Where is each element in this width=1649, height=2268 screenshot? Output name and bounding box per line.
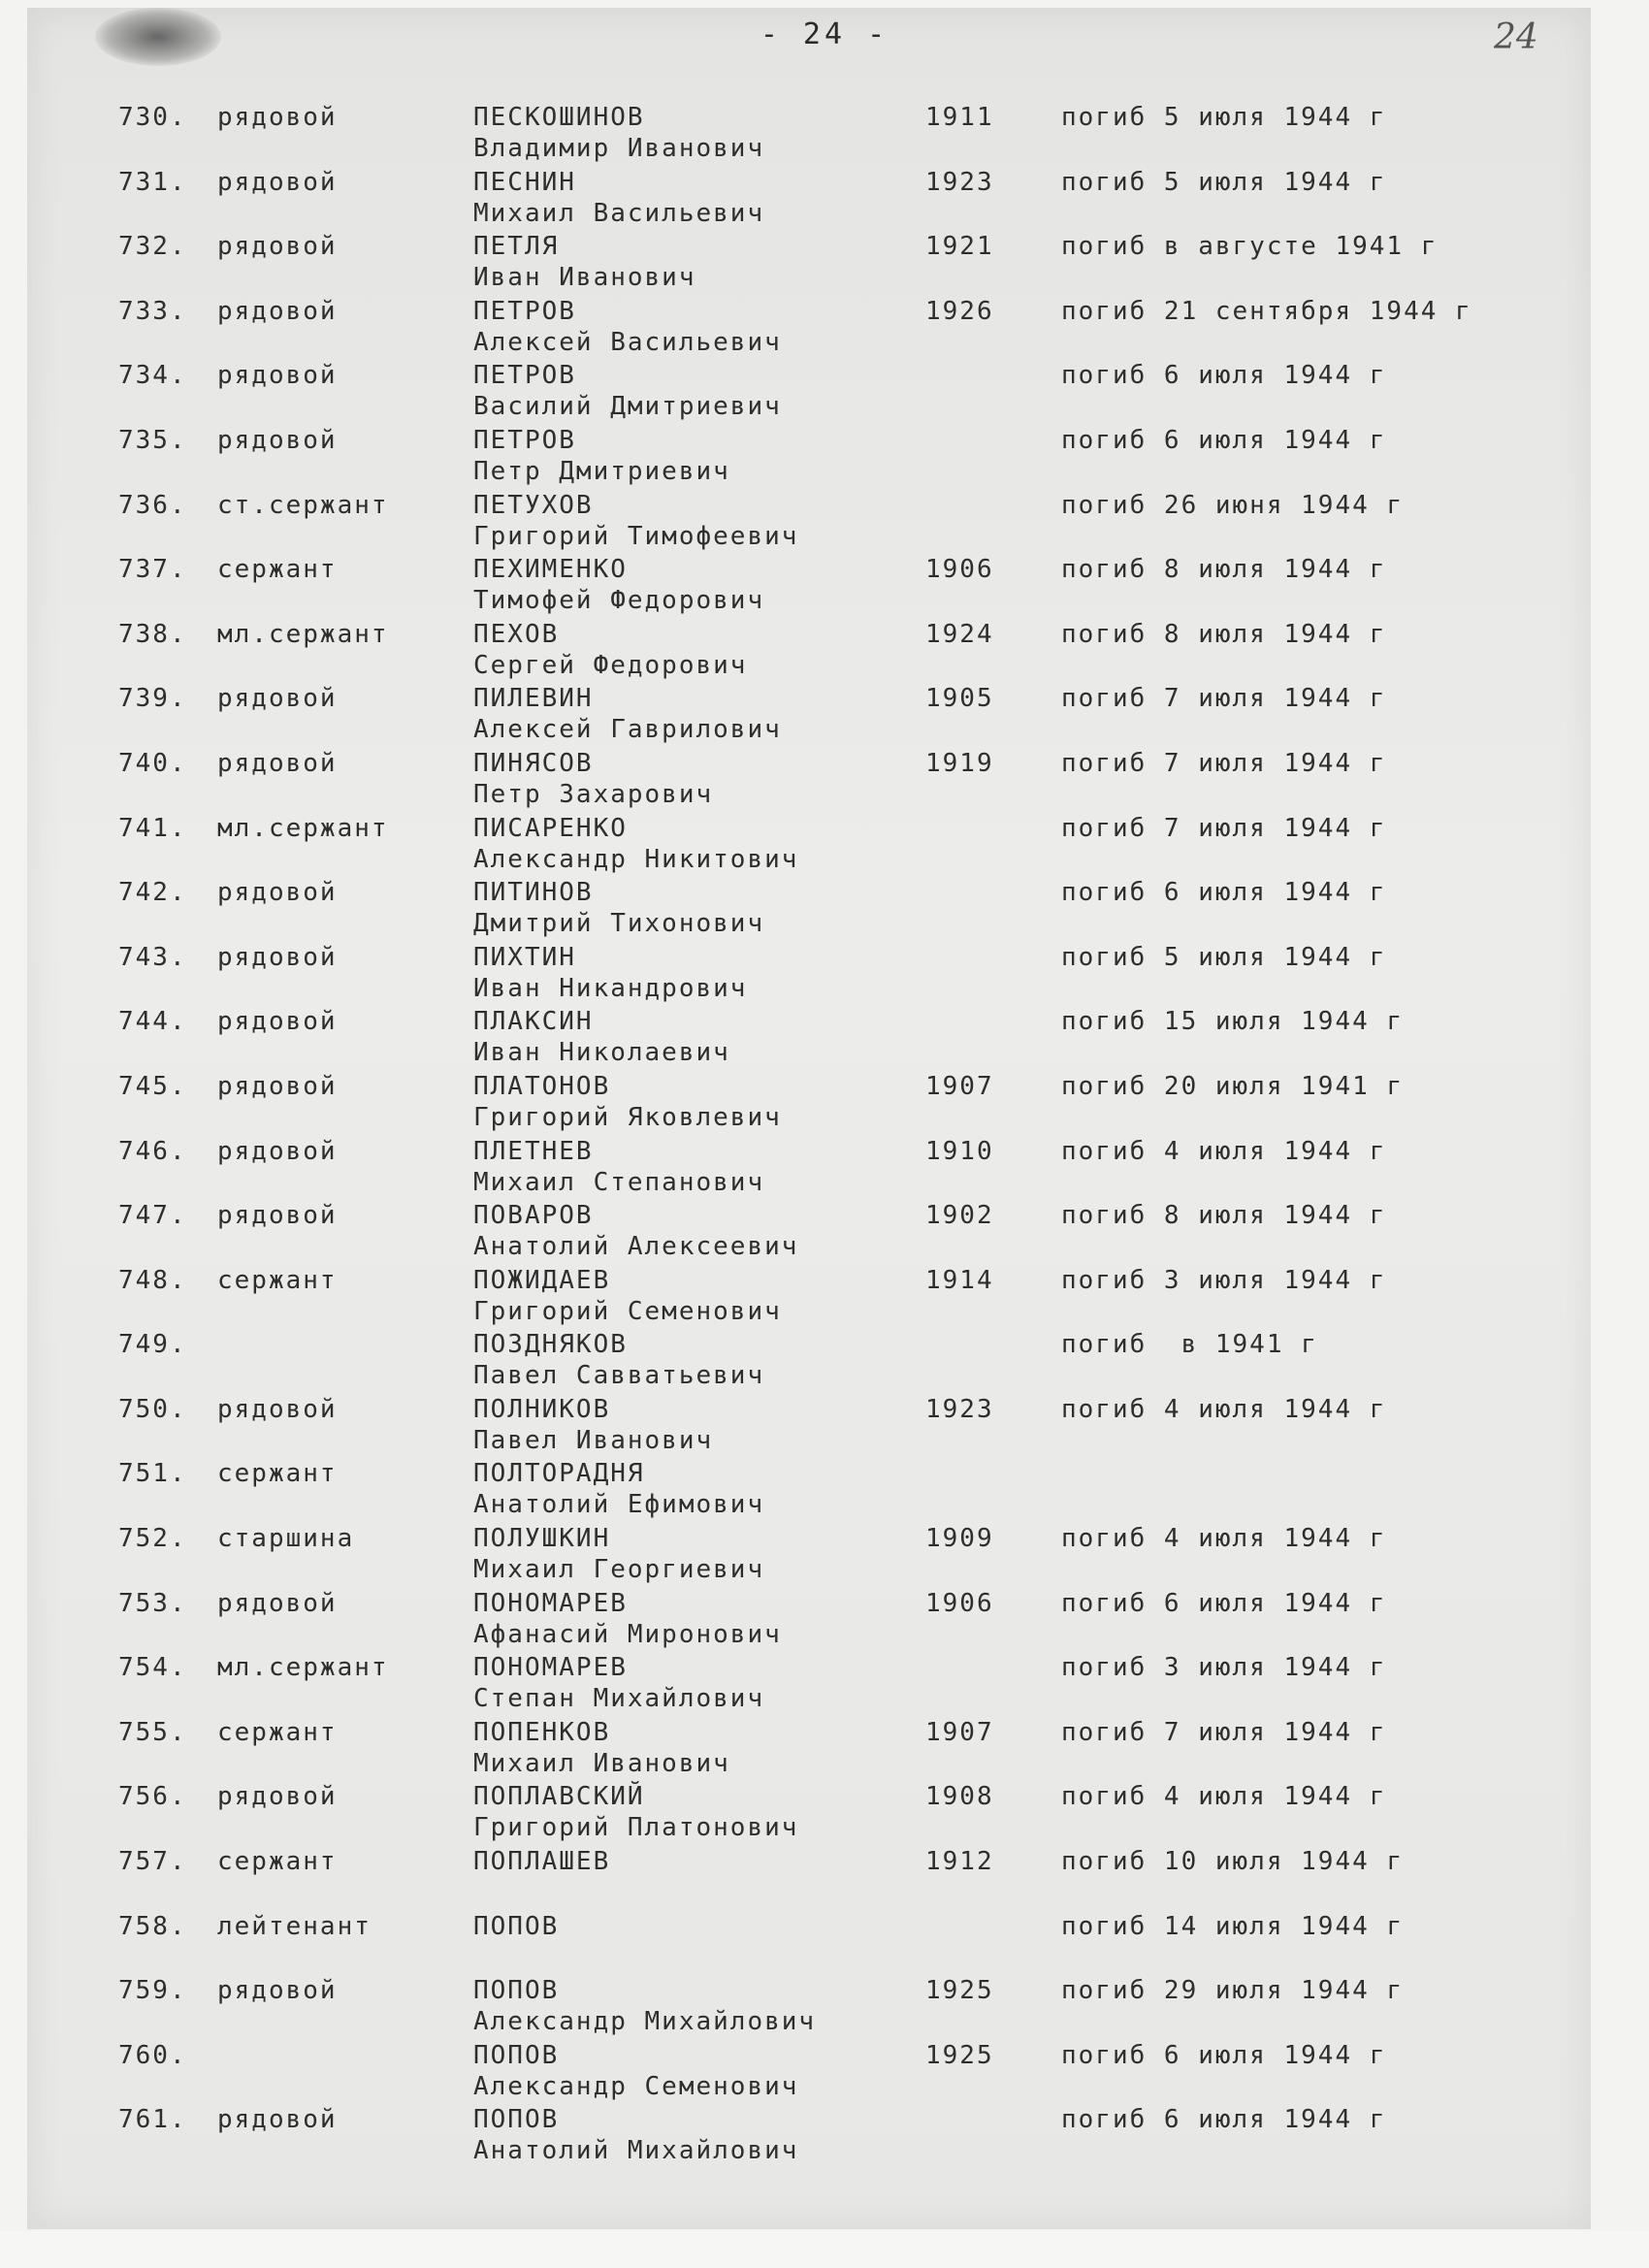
list-item: [0, 1516, 1649, 1585]
list-item: [0, 1968, 1649, 2037]
entry-given-names: Дмитрий Тихонович: [473, 909, 765, 939]
entry-number: 740.: [118, 748, 187, 778]
entry-rank: рядовой: [217, 361, 338, 391]
entry-surname: ПОПОВ: [473, 1976, 560, 2006]
list-item: [0, 1645, 1649, 1714]
list-item: [0, 1710, 1649, 1778]
entry-number: 752.: [118, 1524, 187, 1554]
list-item: [0, 1904, 1649, 1969]
entry-status: погиб 7 июля 1944 г: [1061, 684, 1387, 714]
entry-given-names: Иван Николаевич: [473, 1038, 730, 1068]
entry-surname: ПОЛУШКИН: [473, 1524, 611, 1554]
entry-status: погиб 5 июля 1944 г: [1061, 167, 1387, 197]
entry-number: 731.: [118, 167, 187, 197]
entry-status: погиб 8 июля 1944 г: [1061, 619, 1387, 649]
entry-birth-year: 1906: [925, 555, 994, 585]
entry-surname: ПОВАРОВ: [473, 1201, 594, 1231]
entry-surname: ПЕХИМЕНКО: [473, 555, 628, 585]
entry-rank: мл.сержант: [217, 1653, 389, 1683]
entry-surname: ПОЛНИКОВ: [473, 1394, 611, 1424]
entry-birth-year: 1907: [925, 1071, 994, 1101]
entry-rank: рядовой: [217, 1007, 338, 1037]
entry-birth-year: 1919: [925, 748, 994, 778]
entry-rank: рядовой: [217, 296, 338, 326]
entry-status: погиб 6 июля 1944 г: [1061, 425, 1387, 455]
list-item: [0, 806, 1649, 874]
list-item: [0, 547, 1649, 616]
entry-surname: ПОПЕНКОВ: [473, 1717, 611, 1747]
page-number: - 24 -: [760, 17, 889, 51]
entry-surname: ПЕТРОВ: [473, 425, 576, 455]
entry-rank: рядовой: [217, 1394, 338, 1424]
entry-number: 750.: [118, 1394, 187, 1424]
entry-given-names: Петр Дмитриевич: [473, 456, 730, 486]
entry-number: 758.: [118, 1911, 187, 1941]
entry-status: погиб в августе 1941 г: [1061, 232, 1439, 262]
entry-status: погиб 8 июля 1944 г: [1061, 1201, 1387, 1231]
entry-surname: ПОПОВ: [473, 1911, 560, 1941]
entry-status: погиб 3 июля 1944 г: [1061, 1265, 1387, 1295]
casualty-list: [0, 95, 1649, 2166]
entry-status: погиб 14 июля 1944 г: [1061, 1911, 1405, 1941]
list-item: [0, 1258, 1649, 1326]
entry-rank: рядовой: [217, 425, 338, 455]
entry-given-names: Анатолий Алексеевич: [473, 1232, 799, 1262]
entry-surname: ПЛЕТНЕВ: [473, 1136, 594, 1166]
entry-number: 744.: [118, 1007, 187, 1037]
list-item: [0, 224, 1649, 293]
entry-surname: ПИХТИН: [473, 942, 576, 972]
entry-number: 753.: [118, 1588, 187, 1618]
entry-birth-year: 1908: [925, 1782, 994, 1812]
list-item: [0, 1322, 1649, 1391]
entry-number: 746.: [118, 1136, 187, 1166]
entry-rank: рядовой: [217, 1588, 338, 1618]
entry-rank: мл.сержант: [217, 619, 389, 649]
entry-surname: ПИТИНОВ: [473, 878, 594, 908]
entry-number: 757.: [118, 1847, 187, 1877]
entry-surname: ПОЖИДАЕВ: [473, 1265, 611, 1295]
entry-given-names: Владимир Иванович: [473, 134, 765, 163]
entry-status: погиб 7 июля 1944 г: [1061, 813, 1387, 843]
entry-rank: рядовой: [217, 748, 338, 778]
entry-given-names: Анатолий Ефимович: [473, 1490, 765, 1520]
entry-surname: ПЕТРОВ: [473, 296, 576, 326]
entry-birth-year: 1910: [925, 1136, 994, 1166]
entry-number: 754.: [118, 1653, 187, 1683]
entry-given-names: Иван Иванович: [473, 263, 696, 293]
entry-rank: старшина: [217, 1524, 355, 1554]
entry-surname: ПОНОМАРЕВ: [473, 1653, 628, 1683]
entry-number: 739.: [118, 684, 187, 714]
list-item: [0, 741, 1649, 809]
entry-rank: рядовой: [217, 103, 338, 132]
entry-birth-year: 1902: [925, 1201, 994, 1231]
entry-birth-year: 1924: [925, 619, 994, 649]
entry-status: погиб 15 июля 1944 г: [1061, 1007, 1405, 1037]
list-item: [0, 612, 1649, 680]
entry-given-names: Афанасий Миронович: [473, 1619, 782, 1649]
entry-birth-year: 1907: [925, 1717, 994, 1747]
entry-rank: рядовой: [217, 942, 338, 972]
list-item: [0, 418, 1649, 486]
entry-surname: ПИСАРЕНКО: [473, 813, 628, 843]
list-item: [0, 1581, 1649, 1649]
entry-given-names: Михаил Иванович: [473, 1748, 730, 1778]
entry-given-names: Тимофей Федорович: [473, 586, 765, 616]
entry-surname: ПОПЛАВСКИЙ: [473, 1782, 645, 1812]
entry-status: погиб 7 июля 1944 г: [1061, 1717, 1387, 1747]
entry-given-names: Александр Семенович: [473, 2071, 799, 2101]
list-item: [0, 1129, 1649, 1197]
entry-number: 736.: [118, 490, 187, 520]
entry-status: погиб в 1941 г: [1061, 1330, 1318, 1360]
entry-number: 743.: [118, 942, 187, 972]
entry-number: 732.: [118, 232, 187, 262]
list-item: [0, 1387, 1649, 1455]
entry-status: погиб 6 июля 1944 г: [1061, 2105, 1387, 2135]
entry-status: погиб 5 июля 1944 г: [1061, 103, 1387, 132]
entry-birth-year: 1926: [925, 296, 994, 326]
entry-surname: ПЕСНИН: [473, 167, 576, 197]
entry-given-names: Михаил Степанович: [473, 1167, 765, 1197]
entry-number: 745.: [118, 1071, 187, 1101]
entry-surname: ПЕТУХОВ: [473, 490, 594, 520]
entry-number: 733.: [118, 296, 187, 326]
entry-number: 741.: [118, 813, 187, 843]
entry-birth-year: 1912: [925, 1847, 994, 1877]
entry-surname: ПОПОВ: [473, 2105, 560, 2135]
entry-rank: рядовой: [217, 232, 338, 262]
entry-rank: сержант: [217, 555, 338, 585]
entry-given-names: Григорий Семенович: [473, 1296, 782, 1326]
entry-rank: рядовой: [217, 684, 338, 714]
entry-status: погиб 4 июля 1944 г: [1061, 1524, 1387, 1554]
entry-surname: ПЕТЛЯ: [473, 232, 560, 262]
list-item: [0, 2097, 1649, 2166]
entry-surname: ПОЗДНЯКОВ: [473, 1330, 628, 1360]
entry-rank: рядовой: [217, 1136, 338, 1166]
entry-status: погиб 29 июля 1944 г: [1061, 1976, 1405, 2006]
list-item: [0, 935, 1649, 1003]
list-item: [0, 1774, 1649, 1843]
list-item: [0, 2033, 1649, 2101]
entry-rank: ст.сержант: [217, 490, 389, 520]
entry-given-names: Анатолий Михайлович: [473, 2136, 799, 2166]
entry-number: 748.: [118, 1265, 187, 1295]
entry-status: погиб 7 июля 1944 г: [1061, 748, 1387, 778]
entry-given-names: Сергей Федорович: [473, 650, 748, 680]
list-item: [0, 1064, 1649, 1132]
list-item: [0, 483, 1649, 551]
entry-given-names: Григорий Тимофеевич: [473, 521, 799, 551]
list-item: [0, 676, 1649, 745]
entry-birth-year: 1909: [925, 1524, 994, 1554]
entry-given-names: Алексей Гаврилович: [473, 715, 782, 745]
entry-given-names: Михаил Георгиевич: [473, 1555, 765, 1585]
entry-birth-year: 1925: [925, 1976, 994, 2006]
entry-number: 747.: [118, 1201, 187, 1231]
entry-surname: ПЛАТОНОВ: [473, 1071, 611, 1101]
entry-status: погиб 4 июля 1944 г: [1061, 1136, 1387, 1166]
entry-status: погиб 4 июля 1944 г: [1061, 1782, 1387, 1812]
entry-surname: ПЛАКСИН: [473, 1007, 594, 1037]
entry-number: 760.: [118, 2040, 187, 2070]
list-item: [0, 289, 1649, 357]
entry-given-names: Григорий Яковлевич: [473, 1102, 782, 1132]
entry-status: погиб 4 июля 1944 г: [1061, 1394, 1387, 1424]
entry-number: 756.: [118, 1782, 187, 1812]
entry-given-names: Василий Дмитриевич: [473, 392, 782, 422]
archive-page-number: 24: [1494, 17, 1538, 57]
entry-rank: сержант: [217, 1265, 338, 1295]
entry-rank: рядовой: [217, 1201, 338, 1231]
list-item: [0, 160, 1649, 228]
entry-birth-year: 1923: [925, 167, 994, 197]
entry-surname: ПИНЯСОВ: [473, 748, 594, 778]
entry-surname: ПЕСКОШИНОВ: [473, 103, 645, 132]
entry-given-names: Степан Михайлович: [473, 1684, 765, 1714]
entry-status: погиб 6 июля 1944 г: [1061, 1588, 1387, 1618]
entry-given-names: Павел Иванович: [473, 1425, 714, 1455]
entry-status: погиб 26 июня 1944 г: [1061, 490, 1405, 520]
list-item: [0, 1451, 1649, 1520]
entry-rank: рядовой: [217, 167, 338, 197]
entry-given-names: Александр Никитович: [473, 844, 799, 874]
list-item: [0, 1193, 1649, 1262]
entry-number: 755.: [118, 1717, 187, 1747]
entry-status: погиб 21 сентября 1944 г: [1061, 296, 1472, 326]
entry-rank: рядовой: [217, 1782, 338, 1812]
entry-number: 738.: [118, 619, 187, 649]
entry-rank: сержант: [217, 1459, 338, 1489]
entry-birth-year: 1923: [925, 1394, 994, 1424]
entry-rank: рядовой: [217, 1071, 338, 1101]
entry-status: погиб 6 июля 1944 г: [1061, 878, 1387, 908]
entry-number: 751.: [118, 1459, 187, 1489]
entry-number: 734.: [118, 361, 187, 391]
entry-surname: ПОПЛАШЕВ: [473, 1847, 611, 1877]
entry-birth-year: 1906: [925, 1588, 994, 1618]
entry-surname: ПОПОВ: [473, 2040, 560, 2070]
entry-given-names: Александр Михайлович: [473, 2007, 817, 2037]
entry-rank: сержант: [217, 1847, 338, 1877]
entry-given-names: Петр Захарович: [473, 779, 714, 809]
entry-status: погиб 6 июля 1944 г: [1061, 361, 1387, 391]
entry-number: 761.: [118, 2105, 187, 2135]
list-item: [0, 999, 1649, 1068]
entry-number: 742.: [118, 878, 187, 908]
entry-rank: мл.сержант: [217, 813, 389, 843]
entry-number: 730.: [118, 103, 187, 132]
page-bottom-margin: [0, 2231, 1649, 2268]
entry-birth-year: 1921: [925, 232, 994, 262]
entry-surname: ПОНОМАРЕВ: [473, 1588, 628, 1618]
entry-rank: лейтенант: [217, 1911, 372, 1941]
entry-status: погиб 3 июля 1944 г: [1061, 1653, 1387, 1683]
entry-birth-year: 1925: [925, 2040, 994, 2070]
entry-number: 749.: [118, 1330, 187, 1360]
entry-given-names: Григорий Платонович: [473, 1813, 799, 1843]
list-item: [0, 870, 1649, 939]
entry-number: 759.: [118, 1976, 187, 2006]
entry-status: погиб 10 июля 1944 г: [1061, 1847, 1405, 1877]
list-item: [0, 95, 1649, 163]
entry-rank: рядовой: [217, 878, 338, 908]
entry-surname: ПЕТРОВ: [473, 361, 576, 391]
entry-status: погиб 20 июля 1941 г: [1061, 1071, 1405, 1101]
list-item: [0, 1839, 1649, 1904]
entry-surname: ПЕХОВ: [473, 619, 560, 649]
entry-status: погиб 5 июля 1944 г: [1061, 942, 1387, 972]
entry-birth-year: 1905: [925, 684, 994, 714]
entry-birth-year: 1911: [925, 103, 994, 132]
entry-surname: ПОЛТОРАДНЯ: [473, 1459, 645, 1489]
entry-number: 735.: [118, 425, 187, 455]
entry-status: погиб 6 июля 1944 г: [1061, 2040, 1387, 2070]
entry-rank: сержант: [217, 1717, 338, 1747]
entry-given-names: Павел Савватьевич: [473, 1361, 765, 1391]
entry-given-names: Иван Никандрович: [473, 973, 748, 1003]
entry-given-names: Алексей Васильевич: [473, 327, 782, 357]
entry-number: 737.: [118, 555, 187, 585]
entry-birth-year: 1914: [925, 1265, 994, 1295]
entry-status: погиб 8 июля 1944 г: [1061, 555, 1387, 585]
list-item: [0, 353, 1649, 422]
entry-rank: рядовой: [217, 1976, 338, 2006]
entry-rank: рядовой: [217, 2105, 338, 2135]
entry-surname: ПИЛЕВИН: [473, 684, 594, 714]
entry-given-names: Михаил Васильевич: [473, 198, 765, 228]
